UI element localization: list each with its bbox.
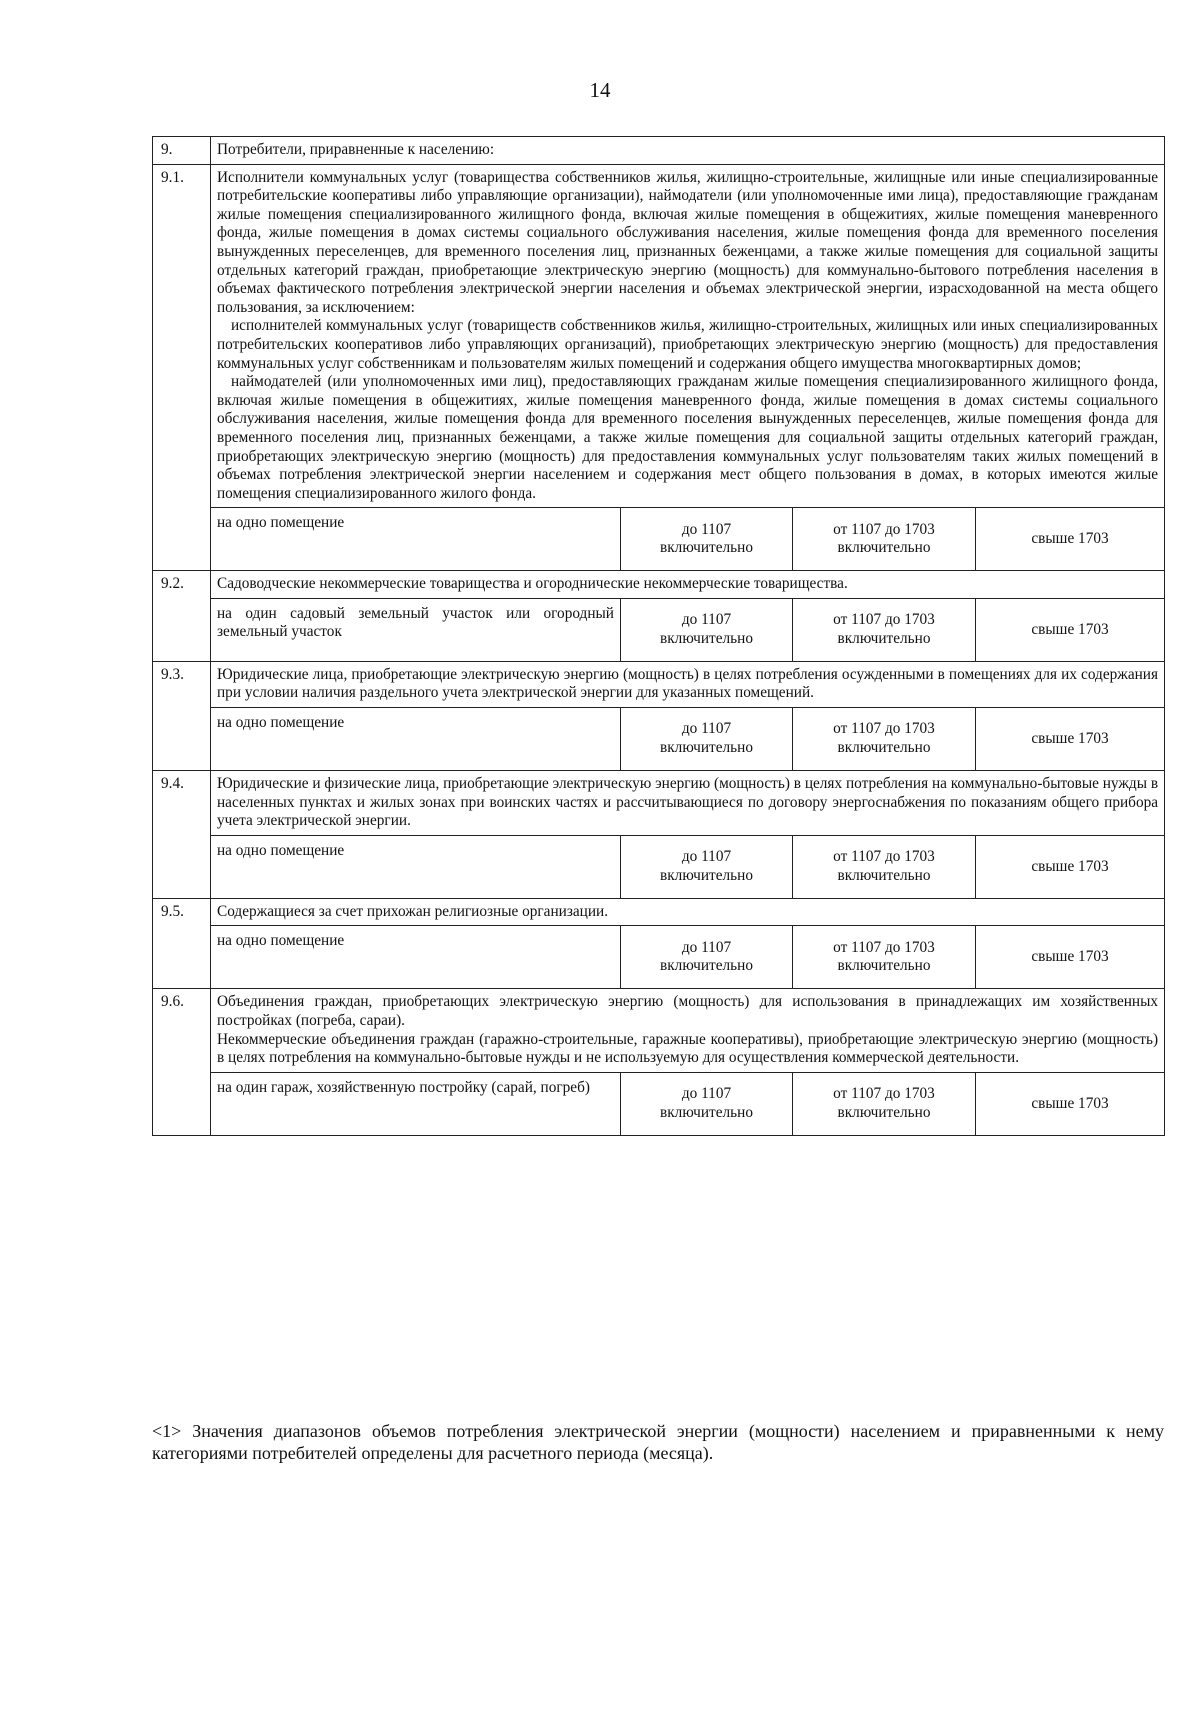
section-description (211, 989, 1165, 1072)
range-mid: от 1107 до 1703 включительно (793, 508, 976, 571)
description-paragraph: Садоводческие некоммерческие товарищества и огороднические некоммерческие товарищества. (217, 575, 848, 593)
consumption-range-row (153, 926, 1165, 989)
unit-label: на одно помещение (211, 708, 621, 771)
consumption-range-row (153, 598, 1165, 661)
unit-label: на один гараж, хозяйственную постройку (сарай, погреб) (211, 1072, 621, 1135)
consumption-range-row (153, 708, 1165, 771)
description-paragraph: Исполнители коммунальных услуг (товарищества собственников жилья, жилищно-строительные, жилищные или иные специализированные потребительские кооперативы либо управляющие организации), наймодатели (или уполномоченные ими лица), предоставляющие гражданам жилые помещения специализированного жилищного фонда, включая жилые помещения в общежитиях, жилые помещения маневренного фонда, жилые помещения в домах системы социального обслуживания населения, жилые помещения фонда для временного поселения вынужденных переселенцев, для временного поселения лиц, признанных беженцами, а также жилые помещения для социальной защиты отдельных категорий граждан, приобретающие электрическую энергию (мощность) для коммунально-бытового потребления населения в объемах фактического потребления электрической энергии населения и объемах электрической энергии, израсходованной на места общего пользования, за исключением: (217, 168, 1159, 316)
description-paragraph: Юридические и физические лица, приобретающие электрическую энергию (мощность) в целях потребления на коммунально-бытовые нужды в населенных пунктах и жилых зонах при воинских частях и рассчитывающиеся по договору энергоснабжения по показаниям общего прибора учета электрической энергии. (217, 775, 1159, 830)
range-low: до 1107 включительно (621, 1072, 793, 1135)
section-row (153, 898, 1165, 926)
range-low: до 1107 включительно (621, 508, 793, 571)
range-mid: от 1107 до 1703 включительно (793, 598, 976, 661)
section-number: 9.4. (153, 771, 211, 899)
description-paragraph: Объединения граждан, приобретающих электрическую энергию (мощность) для использования в принадлежащих им хозяйственных постройках (погреба, сараи). (217, 993, 1159, 1030)
section-number: 9.5. (153, 898, 211, 989)
section-row (153, 571, 1165, 599)
section-row (153, 137, 1165, 165)
section-number: 9.3. (153, 661, 211, 770)
page-number: 14 (589, 78, 611, 102)
unit-label: на одно помещение (211, 508, 621, 571)
section-number: 9. (153, 137, 211, 165)
consumption-range-row (153, 835, 1165, 898)
description-paragraph: наймодателей (или уполномоченных ими лиц), предоставляющих гражданам жилые помещения специализированного жилищного фонда, включая жилые помещения в общежитиях, жилые помещения маневренного фонда, жилые помещения в домах системы социального обслуживания населения, жилые помещения фонда для временного поселения вынужденных переселенцев, жилые помещения фонда для временного поселения лиц, признанных беженцами, а также жилые помещения для социальной защиты отдельных категорий граждан, приобретающих электрическую энергию (мощность) для предоставления коммунальных услуг пользователям таких жилых помещений в объемах потребления электрической энергии населением и содержания мест общего пользования в домах, в которых имеются жилые помещения специализированного жилого фонда. (217, 373, 1159, 502)
tariff-category-table (152, 136, 1165, 1136)
range-mid: от 1107 до 1703 включительно (793, 835, 976, 898)
section-description (211, 164, 1165, 508)
section-description (211, 771, 1165, 836)
section-number: 9.6. (153, 989, 211, 1135)
description-paragraph: исполнителей коммунальных услуг (товариществ собственников жилья, жилищно-строительных, жилищных или иных специализированных потребительских кооперативов либо управляющих организаций), приобретающих электрическую энергию (мощность) для предоставления коммунальных услуг собственникам и пользователям жилых помещений и содержания общего имущества многоквартирных домов; (217, 317, 1159, 372)
range-high: свыше 1703 (976, 926, 1165, 989)
section-row (153, 164, 1165, 508)
unit-label: на одно помещение (211, 926, 621, 989)
range-mid: от 1107 до 1703 включительно (793, 708, 976, 771)
unit-label: на одно помещение (211, 835, 621, 898)
description-paragraph: Юридические лица, приобретающие электрическую энергию (мощность) в целях потребления осужденными в помещениях для их содержания при условии наличия раздельного учета электрической энергии для указанных помещений. (217, 665, 1159, 702)
consumption-range-row (153, 508, 1165, 571)
section-row (153, 989, 1165, 1072)
range-low: до 1107 включительно (621, 926, 793, 989)
footnote (152, 1420, 1164, 1464)
section-number: 9.1. (153, 164, 211, 571)
range-high: свыше 1703 (976, 598, 1165, 661)
range-high: свыше 1703 (976, 1072, 1165, 1135)
footnote-text: <1> Значения диапазонов объемов потребления электрической энергии (мощности) населением и приравненными к нему категориями потребителей определены для расчетного периода (месяца). (152, 1421, 1164, 1463)
section-row (153, 661, 1165, 707)
section-description (211, 898, 1165, 926)
unit-label: на один садовый земельный участок или огородный земельный участок (211, 598, 621, 661)
description-paragraph: Некоммерческие объединения граждан (гаражно-строительные, гаражные кооперативы), приобретающие электрическую энергию (мощность) в целях потребления на коммунально-бытовые нужды и не используемую для осуществления коммерческой деятельности. (217, 1030, 1159, 1067)
description-paragraph: Содержащиеся за счет прихожан религиозные организации. (217, 902, 609, 920)
section-description (211, 661, 1165, 707)
section-title: Потребители, приравненные к населению: (211, 137, 1165, 165)
range-high: свыше 1703 (976, 708, 1165, 771)
section-row (153, 771, 1165, 836)
range-low: до 1107 включительно (621, 708, 793, 771)
range-mid: от 1107 до 1703 включительно (793, 926, 976, 989)
range-mid: от 1107 до 1703 включительно (793, 1072, 976, 1135)
range-low: до 1107 включительно (621, 835, 793, 898)
range-high: свыше 1703 (976, 508, 1165, 571)
section-description (211, 571, 1165, 599)
range-low: до 1107 включительно (621, 598, 793, 661)
consumption-range-row (153, 1072, 1165, 1135)
range-high: свыше 1703 (976, 835, 1165, 898)
section-number: 9.2. (153, 571, 211, 662)
